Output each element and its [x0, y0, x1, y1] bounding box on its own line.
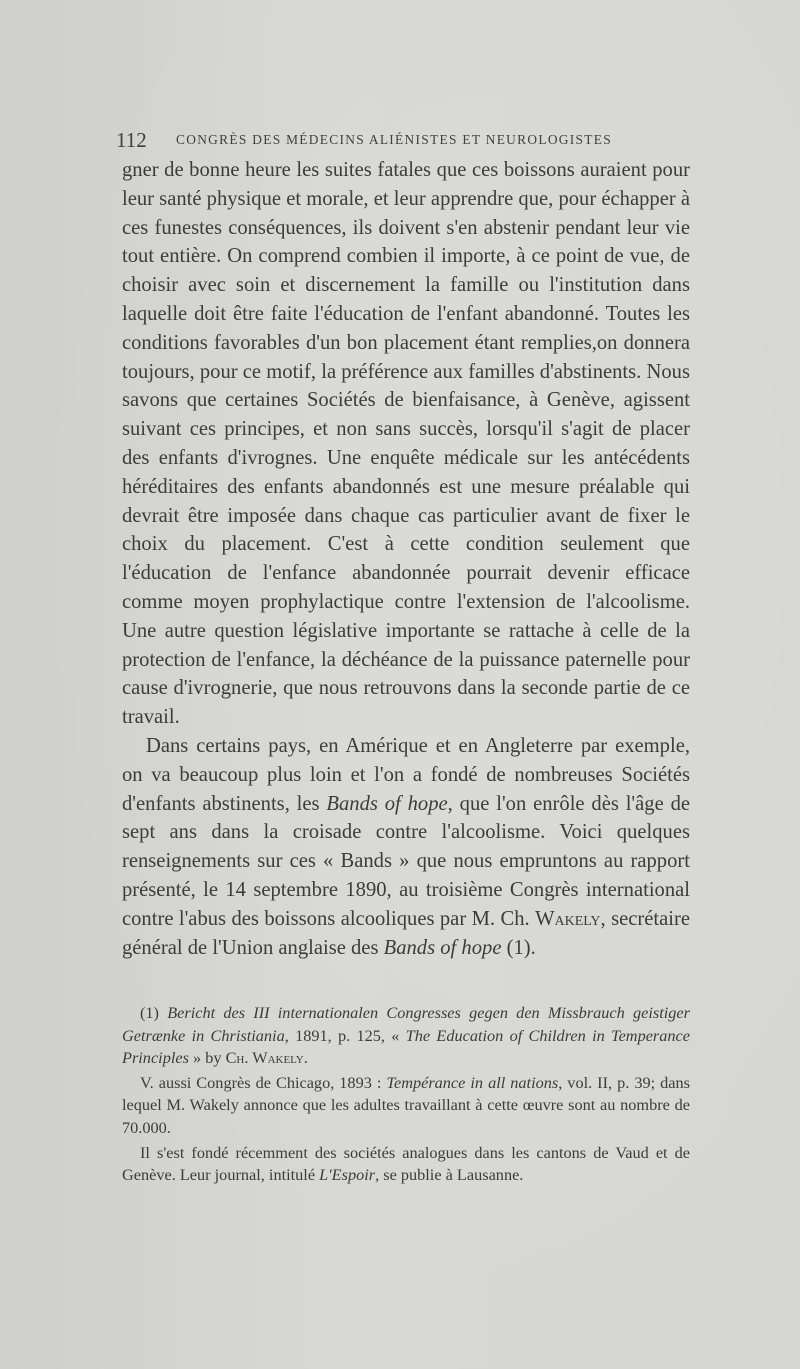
paragraph-2-text-b: , que l'on enrôle dès l'âge de sept ans dans la croisade contre l'alcoolisme. Voici quelques renseignements sur ces « Bands » que nous empruntons au rapport présenté, le 14 septembre 1890, au troisième Congrès international contre l'abus des boissons alcooliques par M. Ch. [122, 792, 691, 930]
footnote-1-mark: (1) [140, 1003, 168, 1022]
footnotes [122, 1000, 690, 1187]
bands-of-hope-italic-2: Bands of hope [383, 936, 502, 959]
paragraph-2 [122, 732, 690, 962]
footnote-3-text-2: , se publie à Lausanne. [375, 1165, 524, 1185]
main-text [122, 156, 690, 962]
footnote-1-author: Ch. Wakely [225, 1048, 304, 1068]
footnote-1-title: Bericht des III internationalen Congresses gegen den Missbrauch geistiger Getrænke in Christiania [122, 1003, 690, 1045]
paragraph-1: gner de bonne heure les suites fatales que ces boissons auraient pour leur santé physique et morale, et leur apprendre que, pour échapper à ces funestes conséquences, ils doivent s'en abstenir pendant leur vie tout entière. On comprend combien il importe, à ce point de vue, de choisir avec soin et discernement la famille ou l'institution dans laquelle doit être faite l'éducation de l'enfant abandonné. Toutes les conditions favorables d'un bon placement étant remplies,on donnera toujours, pour ce motif, la préférence aux familles d'abstinents. Nous savons que certaines Sociétés de bienfaisance, à Genève, agissent suivant ces principes, et non sans succès, lorsqu'il s'agit de placer des enfants d'ivrognes. Une enquête médicale sur les antécédents héréditaires des enfants abandonnés est une mesure préalable qui devrait être imposée dans chaque cas particulier avant de fixer le choix du placement. C'est à cette condition seulement que l'éducation de l'enfance abandonnée pourrait devenir efficace comme moyen prophylactique contre l'extension de l'alcoolisme. Une autre question législative importante se rattache à celle de la protection de l'enfance, la déchéance de la puissance paternelle pour cause d'ivrognerie, que nous retrouvons dans la seconde partie de ce travail. [122, 159, 690, 729]
footnote-1 [122, 1002, 690, 1070]
paragraph-2-text-d: (1). [501, 936, 536, 959]
footnote-3-title: L'Espoir [319, 1165, 376, 1185]
author-name-wakely: Wakely [535, 907, 601, 930]
footnote-1-end: . [303, 1048, 308, 1068]
footnote-3-text: Il s'est fondé récemment des sociétés analogues dans les cantons de Vaud et de Genève. Leur journal, intitulé [122, 1142, 690, 1185]
footnote-2-title: Tempérance in all nations [386, 1072, 559, 1092]
footnote-1-text: , 1891, p. 125, « [284, 1025, 406, 1045]
footnote-3 [122, 1142, 690, 1187]
footnote-2-text: V. aussi Congrès de Chicago, 1893 : [140, 1072, 387, 1092]
footnote-2 [122, 1072, 690, 1140]
footnote-2-text-2: , vol. II, p. 39; dans lequel M. Wakely annonce que les adultes travaillant à cette œuvre sont au nombre de 70.000. [122, 1072, 690, 1137]
running-head: CONGRÈS DES MÉDECINS ALIÉNISTES ET NEUROLOGISTES [176, 132, 612, 147]
paragraph-2-text-a: Dans certains pays, en Amérique et en Angleterre par exemple, on va beaucoup plus loin et l'on a fondé de nombreuses Sociétés d'enfants abstinents, les [122, 734, 690, 815]
paragraph-2-text-c: , secrétaire général de l'Union anglaise des [122, 907, 690, 959]
footnote-1-title-2: The Education of Children in Temperance Principles [122, 1025, 691, 1068]
footnote-1-text-2: » by [188, 1048, 226, 1068]
bands-of-hope-italic: Bands of hope [326, 792, 448, 815]
page-header [116, 128, 686, 150]
page-number: 112 [116, 128, 147, 152]
